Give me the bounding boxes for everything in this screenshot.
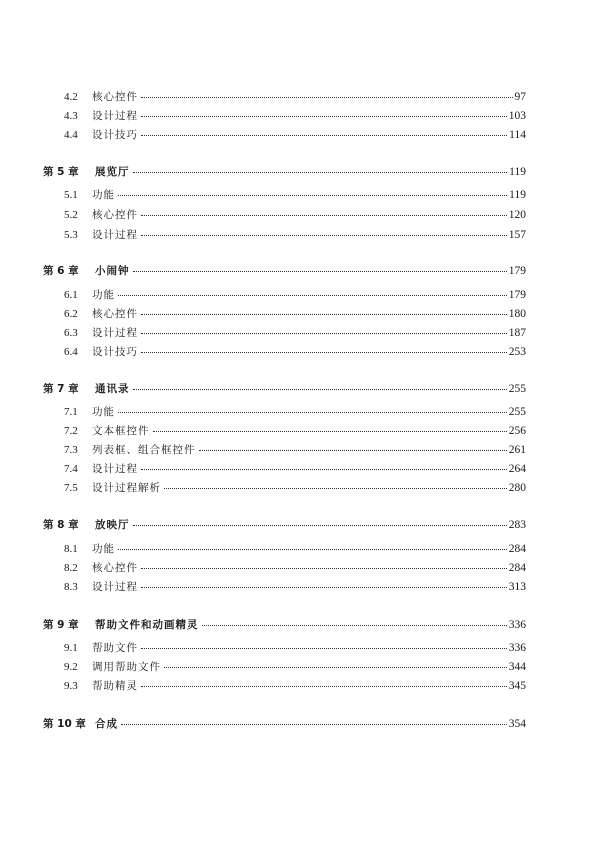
section-title: 核心控件 [92,308,138,320]
toc-entry-4-3 [64,108,526,124]
page-number: 119 [509,189,526,201]
section-number: 7.5 [64,482,78,494]
page-number: 255 [508,383,526,395]
dot-leader [118,547,507,550]
toc-entry-9-3 [64,678,526,694]
dot-leader [141,114,507,117]
chapter-number: 第 5 章 [43,166,79,178]
section-title: 功能 [92,406,115,418]
page-number: 180 [508,308,526,320]
dot-leader [141,646,507,649]
page-number: 261 [508,444,526,456]
section-title: 帮助精灵 [92,680,138,692]
section-number: 8.1 [64,543,78,555]
toc-chapter-6 [43,263,526,279]
chapter-title: 小闹钟 [95,265,130,277]
dot-leader [141,350,507,353]
section-number: 4.3 [64,110,78,122]
toc-entry-8-3 [64,579,526,595]
dot-leader [133,523,507,526]
page-number: 253 [508,346,526,358]
toc-entry-9-1 [64,640,526,656]
dot-leader [141,233,507,236]
section-number: 8.2 [64,562,78,574]
toc-entry-7-5 [64,480,526,496]
toc-chapter-7 [43,381,526,397]
dot-leader [141,95,513,98]
page-number: 119 [509,166,526,178]
toc-entry-6-3 [64,325,526,341]
section-number: 6.2 [64,308,78,320]
page-number: 179 [508,289,526,301]
section-title: 列表框、组合框控件 [92,444,196,456]
dot-leader [141,331,507,334]
section-number: 6.4 [64,346,78,358]
page-number: 336 [508,642,526,654]
section-number: 9.2 [64,661,78,673]
section-number: 6.1 [64,289,78,301]
dot-leader [141,213,507,216]
dot-leader [141,133,507,136]
section-title: 帮助文件 [92,642,138,654]
section-title: 功能 [92,543,115,555]
chapter-title: 放映厅 [95,519,130,531]
dot-leader [164,665,507,668]
page-number: 157 [508,229,526,241]
dot-leader [141,585,507,588]
page-number: 283 [508,519,526,531]
section-title: 设计过程 [92,463,138,475]
dot-leader [133,269,507,272]
section-number: 7.1 [64,406,78,418]
chapter-title: 通讯录 [95,383,130,395]
dot-leader [141,312,507,315]
dot-leader [141,467,507,470]
section-title: 功能 [92,289,115,301]
toc-entry-7-1 [64,404,526,420]
dot-leader [118,410,507,413]
dot-leader [141,684,507,687]
toc-entry-4-2 [64,89,526,105]
section-title: 文本框控件 [92,425,150,437]
page-number: 280 [508,482,526,494]
toc-entry-8-2 [64,560,526,576]
dot-leader [153,429,507,432]
section-title: 设计过程解析 [92,482,161,494]
chapter-number: 第 9 章 [43,619,79,631]
section-title: 设计技巧 [92,346,138,358]
page-number: 187 [508,327,526,339]
chapter-title: 展览厅 [95,166,130,178]
section-title: 设计技巧 [92,129,138,141]
dot-leader [141,566,507,569]
section-title: 设计过程 [92,581,138,593]
section-number: 9.1 [64,642,78,654]
chapter-number: 第 8 章 [43,519,79,531]
page-number: 336 [508,619,526,631]
chapter-number: 第 7 章 [43,383,79,395]
section-number: 4.4 [64,129,78,141]
dot-leader [164,486,507,489]
page-number: 97 [514,91,526,103]
toc-entry-7-4 [64,461,526,477]
toc-entry-8-1 [64,541,526,557]
toc-entry-7-2 [64,423,526,439]
page-number: 284 [508,543,526,555]
toc-entry-6-1 [64,287,526,303]
section-number: 7.2 [64,425,78,437]
chapter-title: 合成 [95,718,118,730]
toc-entry-7-3 [64,442,526,458]
dot-leader [118,193,507,196]
toc-entry-4-4 [64,127,526,143]
section-title: 核心控件 [92,209,138,221]
section-number: 4.2 [64,91,78,103]
section-title: 设计过程 [92,110,138,122]
page-number: 354 [508,718,526,730]
page-number: 256 [508,425,526,437]
dot-leader [121,722,507,725]
toc-entry-6-2 [64,306,526,322]
section-number: 8.3 [64,581,78,593]
section-title: 核心控件 [92,562,138,574]
page-number: 344 [508,661,526,673]
toc-chapter-8 [43,517,526,533]
section-number: 5.2 [64,209,78,221]
toc-chapter-9 [43,617,526,633]
section-number: 7.3 [64,444,78,456]
section-title: 设计过程 [92,229,138,241]
toc-entry-5-3 [64,227,526,243]
chapter-number: 第 10 章 [43,718,86,730]
chapter-title: 帮助文件和动画精灵 [95,619,199,631]
toc-entry-9-2 [64,659,526,675]
page-number: 264 [508,463,526,475]
toc-entry-6-4 [64,344,526,360]
dot-leader [202,623,507,626]
section-title: 核心控件 [92,91,138,103]
page-number: 114 [509,129,526,141]
page-number: 120 [508,209,526,221]
dot-leader [199,448,507,451]
section-number: 6.3 [64,327,78,339]
section-number: 5.3 [64,229,78,241]
toc-chapter-10 [43,716,526,732]
toc-entry-5-1 [64,187,526,203]
page-number: 103 [508,110,526,122]
page-number: 313 [508,581,526,593]
section-number: 5.1 [64,189,78,201]
section-number: 9.3 [64,680,78,692]
page-number: 345 [508,680,526,692]
section-number: 7.4 [64,463,78,475]
page-number: 179 [508,265,526,277]
page-number: 284 [508,562,526,574]
section-title: 调用帮助文件 [92,661,161,673]
section-title: 设计过程 [92,327,138,339]
page-number: 255 [508,406,526,418]
chapter-number: 第 6 章 [43,265,79,277]
section-title: 功能 [92,189,115,201]
toc-chapter-5 [43,164,526,180]
dot-leader [118,293,507,296]
dot-leader [133,387,507,390]
toc-entry-5-2 [64,207,526,223]
dot-leader [133,170,508,173]
